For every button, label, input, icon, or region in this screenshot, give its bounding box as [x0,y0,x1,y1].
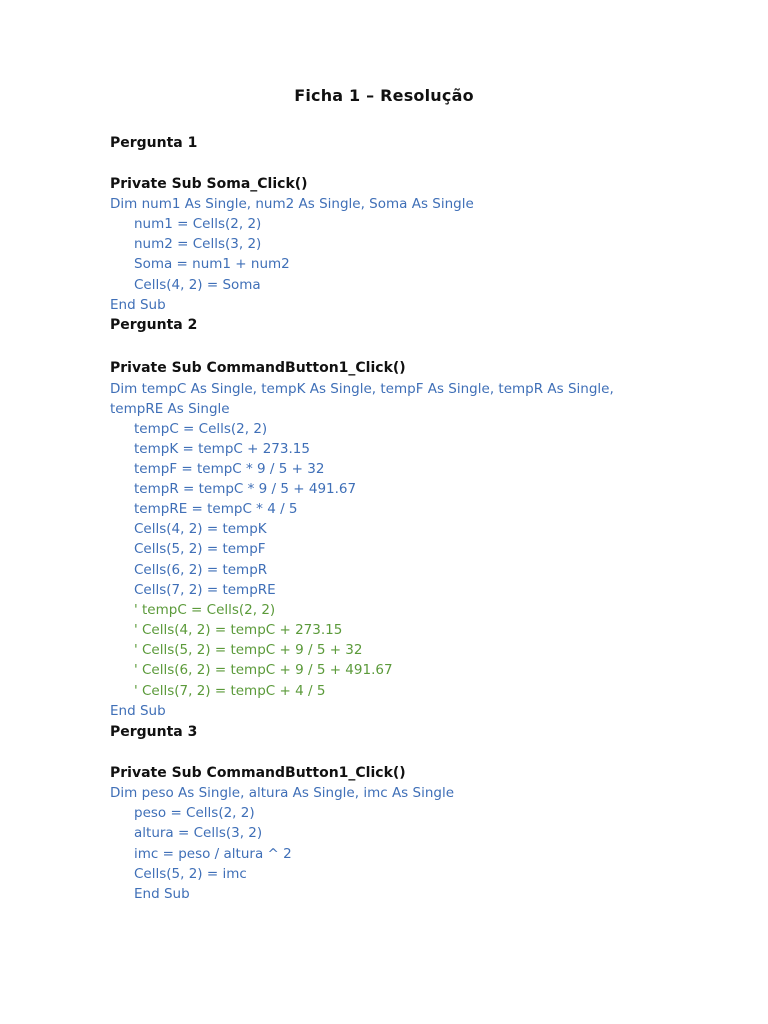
end-sub-1: End Sub [110,297,166,313]
code-line: peso = Cells(2, 2) [134,805,255,821]
comment-line: ' Cells(4, 2) = tempC + 273.15 [134,622,343,638]
code-line: Cells(5, 2) = tempF [134,541,266,557]
sub-declaration-1: Private Sub Soma_Click() [110,176,308,192]
code-line: Cells(7, 2) = tempRE [134,582,276,598]
code-line: tempF = tempC * 9 / 5 + 32 [134,461,325,477]
page-title: Ficha 1 – Resolução [294,86,474,105]
code-line: Soma = num1 + num2 [134,256,290,272]
dim-line-2: Dim tempC As Single, tempK As Single, tempF As Single, tempR As Single, [110,381,614,397]
sub-declaration-3: Private Sub CommandButton1_Click() [110,765,406,781]
code-line: Cells(4, 2) = tempK [134,521,267,537]
dim-line-1: Dim num1 As Single, num2 As Single, Soma As Single [110,196,474,212]
comment-line: ' tempC = Cells(2, 2) [134,602,276,618]
section-heading-1: Pergunta 1 [110,135,198,151]
dim-line-3: Dim peso As Single, altura As Single, imc As Single [110,785,454,801]
code-line: altura = Cells(3, 2) [134,825,263,841]
section-heading-3: Pergunta 3 [110,724,198,740]
comment-line: ' Cells(7, 2) = tempC + 4 / 5 [134,683,326,699]
code-line: tempK = tempC + 273.15 [134,441,310,457]
code-line: Cells(5, 2) = imc [134,866,247,882]
code-line: Cells(4, 2) = Soma [134,277,261,293]
code-line: tempRE = tempC * 4 / 5 [134,501,298,517]
code-line: num2 = Cells(3, 2) [134,236,262,252]
comment-line: ' Cells(6, 2) = tempC + 9 / 5 + 491.67 [134,662,393,678]
code-line: tempC = Cells(2, 2) [134,421,268,437]
section-heading-2: Pergunta 2 [110,317,198,333]
comment-line: ' Cells(5, 2) = tempC + 9 / 5 + 32 [134,642,363,658]
end-sub-3: End Sub [134,886,190,902]
dim-line-2-cont: tempRE As Single [110,401,230,417]
end-sub-2: End Sub [110,703,166,719]
sub-declaration-2: Private Sub CommandButton1_Click() [110,360,406,376]
code-line: num1 = Cells(2, 2) [134,216,262,232]
code-line: Cells(6, 2) = tempR [134,562,268,578]
code-line: tempR = tempC * 9 / 5 + 491.67 [134,481,357,497]
code-line: imc = peso / altura ^ 2 [134,846,292,862]
